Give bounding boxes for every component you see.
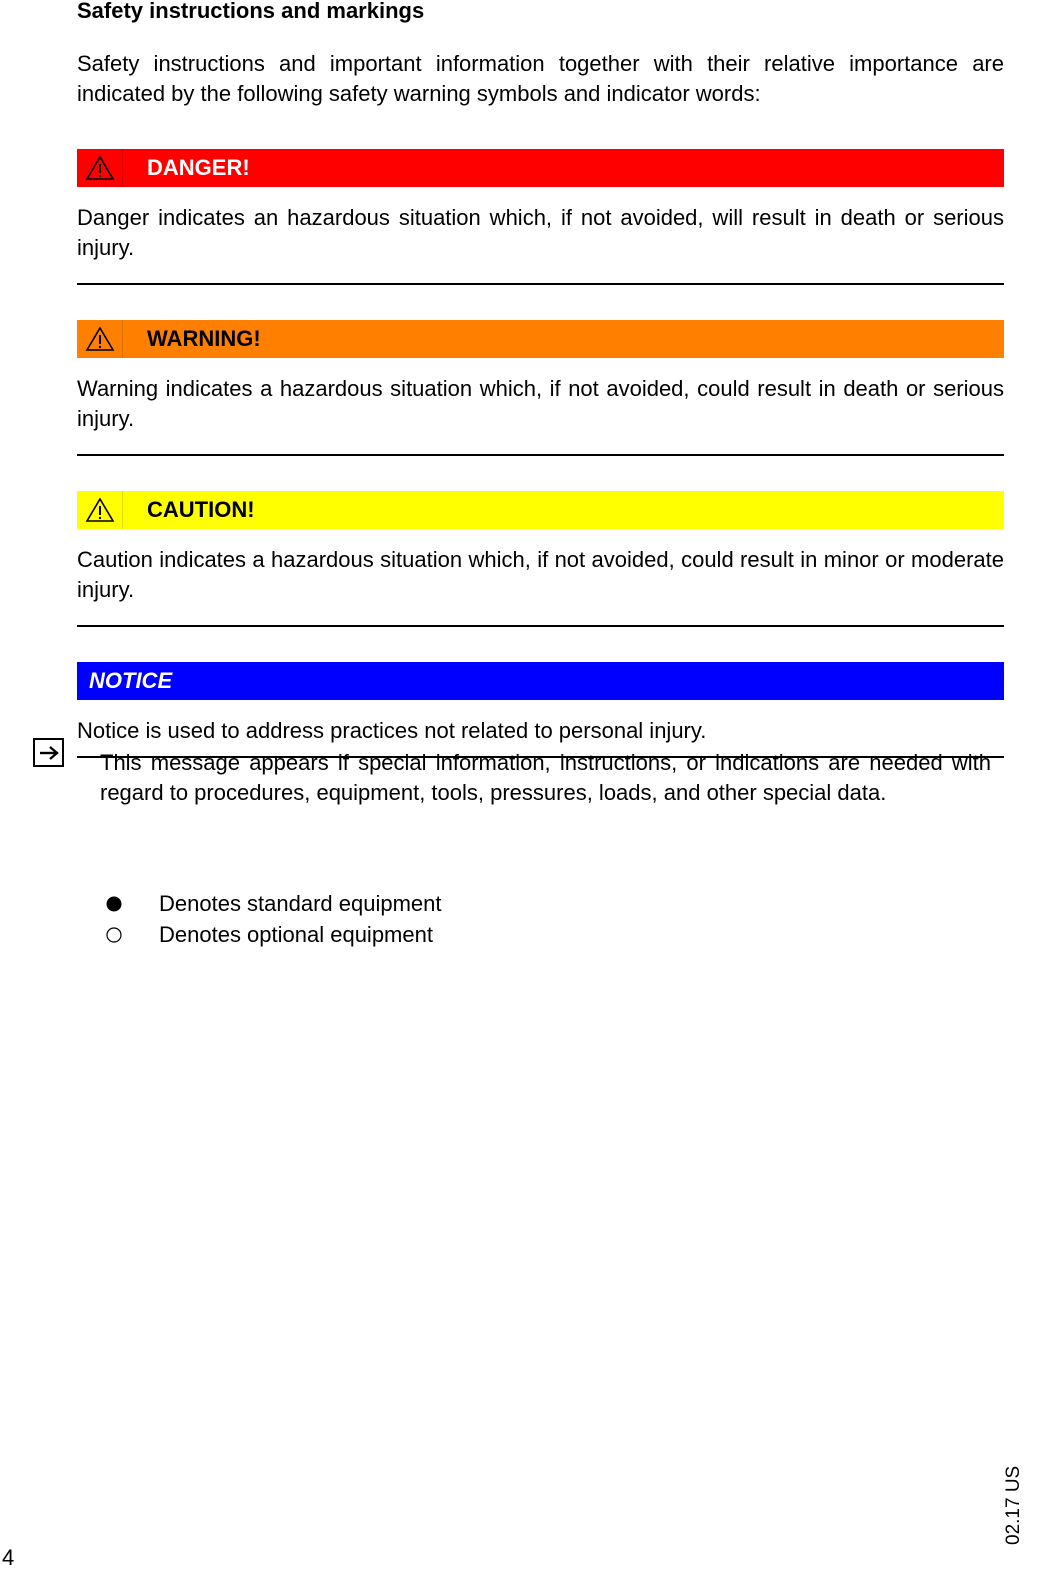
- note-text: This message appears if special information, instructions, or indications are needed with regard to procedures, equipment, tools, pressures, loads, and other special data.: [100, 750, 991, 805]
- warning-triangle-icon: [77, 149, 123, 187]
- divider: [77, 454, 1004, 456]
- open-circle-icon: [105, 926, 159, 944]
- danger-banner: [77, 149, 1004, 187]
- notice-banner: [77, 662, 1004, 700]
- caution-banner: [77, 491, 1004, 529]
- warning-triangle-icon: [77, 491, 123, 529]
- edition-label: 02.17 US: [1003, 1465, 1024, 1545]
- divider: [77, 283, 1004, 285]
- document-body: [77, 0, 1004, 758]
- legend-optional-label: Denotes optional equipment: [159, 921, 433, 947]
- divider: [77, 625, 1004, 627]
- legend-standard-label: Denotes standard equipment: [159, 890, 442, 916]
- arrow-right-icon: [33, 738, 64, 767]
- legend-item-standard: [105, 888, 442, 919]
- legend-item-optional: [105, 919, 442, 950]
- warning-label: WARNING!: [147, 326, 261, 351]
- page-number: 4: [2, 1545, 15, 1570]
- warning-description: Warning indicates a hazardous situation which, if not avoided, could result in death or serious injury.: [77, 376, 1004, 431]
- warning-banner: [77, 320, 1004, 358]
- caution-description: Caution indicates a hazardous situation which, if not avoided, could result in minor or moderate injury.: [77, 547, 1004, 602]
- caution-label: CAUTION!: [147, 497, 255, 522]
- danger-description: Danger indicates an hazardous situation which, if not avoided, will result in death or serious injury.: [77, 205, 1004, 260]
- notice-label: NOTICE: [89, 668, 173, 693]
- page-title: Safety instructions and markings: [77, 0, 425, 23]
- warning-triangle-icon: [77, 320, 123, 358]
- notice-description: Notice is used to address practices not related to personal injury.: [77, 718, 707, 743]
- filled-circle-icon: [105, 895, 159, 913]
- intro-paragraph: Safety instructions and important information together with their relative importance are indicated by the following safety warning symbols and indicator words:: [77, 51, 1004, 106]
- equipment-legend: [105, 888, 442, 950]
- danger-label: DANGER!: [147, 155, 250, 180]
